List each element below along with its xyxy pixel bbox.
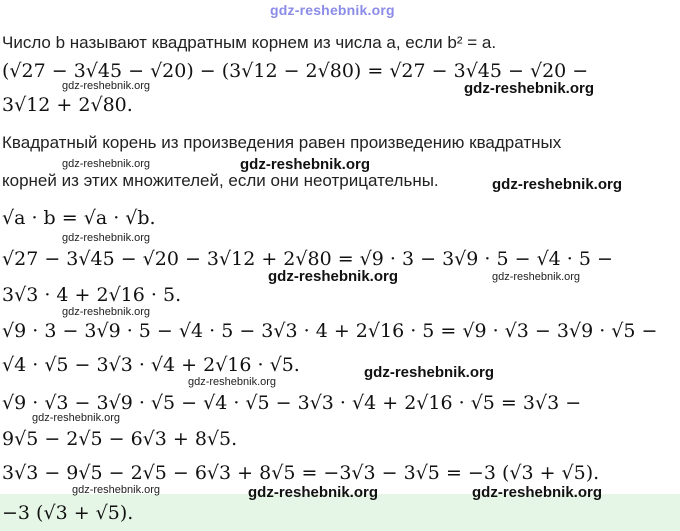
step3-line-1: √9 · √3 − 3√9 · √5 − √4 · √5 − 3√3 · √4 + 2√16 · √5 = 3√3 − [2, 392, 582, 414]
step3-line-2: 9√5 − 2√5 − 6√3 + 8√5. [2, 428, 238, 450]
watermark: gdz-reshebnik.org [248, 484, 379, 501]
watermark: gdz-reshebnik.org [464, 80, 595, 97]
watermark: gdz-reshebnik.org [62, 158, 151, 170]
step1-line-1: √27 − 3√45 − √20 − 3√12 + 2√80 = √9 · 3 − 3√9 · 5 − √4 · 5 − [2, 248, 613, 270]
step2-line-1: √9 · 3 − 3√9 · 5 − √4 · 5 − 3√3 · 4 + 2√16 · 5 = √9 · √3 − 3√9 · √5 − [2, 320, 658, 342]
watermark: gdz-reshebnik.org [188, 376, 277, 388]
step4-line: 3√3 − 9√5 − 2√5 − 6√3 + 8√5 = −3√3 − 3√5 = −3 (√3 + √5). [2, 462, 600, 484]
rule-line-2: корней из этих множителей, если они неотрицательны. [2, 171, 439, 190]
expression-line-2: 3√12 + 2√80. [2, 94, 133, 116]
watermark: gdz-reshebnik.org [32, 412, 121, 424]
watermark: gdz-reshebnik.org [72, 484, 161, 496]
watermark: gdz-reshebnik.org [492, 271, 581, 283]
rule-formula: √a · b = √a · √b. [2, 207, 156, 229]
rule-line-1: Квадратный корень из произведения равен произведению квадратных [2, 133, 562, 152]
watermark: gdz-reshebnik.org [62, 80, 151, 92]
watermark-header: gdz-reshebnik.org [270, 2, 395, 18]
watermark: gdz-reshebnik.org [62, 232, 151, 244]
step1-line-2: 3√3 · 4 + 2√16 · 5. [2, 284, 182, 306]
step2-line-2: √4 · √5 − 3√3 · √4 + 2√16 · √5. [2, 354, 300, 376]
watermark: gdz-reshebnik.org [268, 268, 399, 285]
watermark: gdz-reshebnik.org [62, 306, 151, 318]
expression-line-1: (√27 − 3√45 − √20) − (3√12 − 2√80) = √27 − 3√45 − √20 − [2, 60, 589, 82]
watermark: gdz-reshebnik.org [240, 156, 371, 173]
final-answer: −3 (√3 + √5). [2, 502, 134, 524]
watermark: gdz-reshebnik.org [472, 484, 603, 501]
watermark: gdz-reshebnik.org [364, 364, 495, 381]
definition-line: Число b называют квадратным корнем из числа a, если b² = a. [2, 33, 497, 52]
watermark: gdz-reshebnik.org [492, 176, 623, 193]
